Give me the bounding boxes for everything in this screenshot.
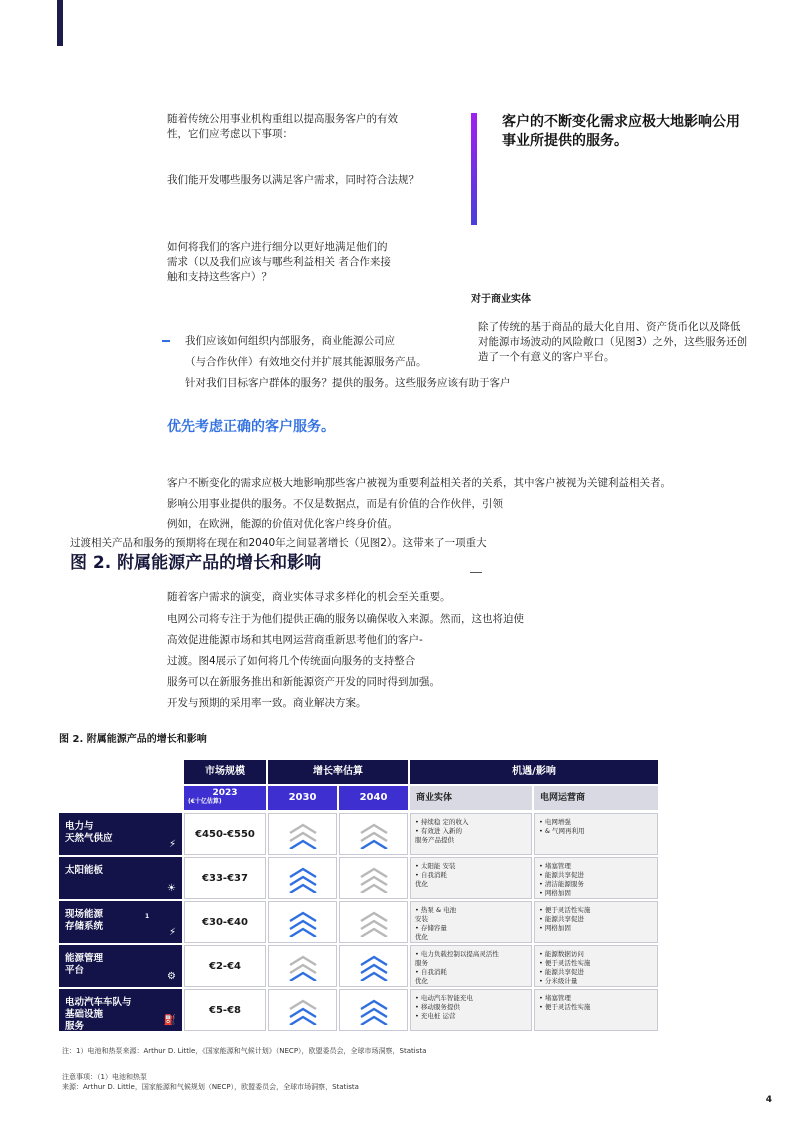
para1-line2: 影响公用事业提供的服务。不仅是数据点，而是有价值的合作伙伴，引领 bbox=[167, 498, 503, 510]
business-impact: • 电动汽车智能充电 • 移动服务提供 • 充电桩 运营 bbox=[410, 989, 532, 1031]
right-heading: 对于商业实体 bbox=[471, 294, 531, 305]
market-size-value: €33-€37 bbox=[184, 857, 266, 899]
growth-2030-chevrons bbox=[288, 819, 318, 849]
row-label-text: 现场能源 存储系统 bbox=[65, 909, 104, 932]
growth-2040-chevrons-cell bbox=[339, 989, 408, 1031]
figure-title-large: 图 2. 附属能源产品的增长和影响 bbox=[70, 553, 322, 573]
row-label-text: 太阳能板 bbox=[65, 865, 104, 876]
para2-line2: 电网公司将专注于为他们提供正确的服务以确保收入来源。然而，这也将迫使 bbox=[167, 613, 524, 625]
grid-impact: • 堵塞管理 • 能源共享促进 • 清洁能源服务 • 网格加固 bbox=[534, 857, 658, 899]
figure-title-small: 图 2. 附属能源产品的增长和影响 bbox=[59, 734, 207, 745]
page-number: 4 bbox=[765, 1095, 772, 1105]
question-2: 如何将我们的客户进行细分以更好地满足他们的需求（以及我们应该与哪些利益相关 者合作来接触和支持这些客户）？ bbox=[167, 241, 391, 283]
market-size-value: €2-€4 bbox=[184, 945, 266, 987]
pull-quote-bar bbox=[471, 113, 477, 225]
divider-dash bbox=[470, 572, 482, 573]
grid-impact: • 堵塞管理 • 便于灵活性实施 bbox=[534, 989, 658, 1031]
intro-text: 随着传统公用事业机构重组以提高服务客户的有效性，它们应考虑以下事项： bbox=[167, 113, 398, 140]
row-label bbox=[59, 945, 182, 987]
right-body: 除了传统的基于商品的最大化自用、资产货币化以及降低对能源市场波动的风险敞口（见图3）之外，这些服务还创造了一个有意义的客户平台。 bbox=[478, 321, 748, 363]
header-2023-year: 2023 bbox=[212, 788, 238, 798]
ev-charger-icon: ⛽ bbox=[163, 1015, 176, 1026]
chevron-mark bbox=[361, 973, 387, 981]
grid-impact: • 能源数据访问 • 便于灵活性实施 • 能源共享促进 • 分米级计量 bbox=[534, 945, 658, 987]
grid-impact: • 便于灵活性实施 • 能源共享促进 • 网格加固 bbox=[534, 901, 658, 943]
row-label-text: 电力与 天然气供应 bbox=[65, 821, 113, 844]
chevron-mark bbox=[290, 885, 316, 893]
header-business: 商业实体 bbox=[410, 786, 532, 810]
para1-line1: 客户不断变化的需求应极大地影响那些客户被视为重要利益相关者的关系，其中客户被视为关键利益相关者。 bbox=[167, 477, 671, 489]
question-3a: 我们应该如何组织内部服务，商业能源公司应 bbox=[185, 335, 395, 347]
growth-2030-chevrons-cell bbox=[268, 945, 337, 987]
grid-impact: • 电网增强 • & 气网再利用 bbox=[534, 813, 658, 855]
footnote-1: 注意事项：（1）电池和热泵 bbox=[62, 1073, 147, 1081]
header-growth: 增长率估算 bbox=[268, 760, 408, 784]
growth-2040-chevrons-cell bbox=[339, 813, 408, 855]
market-size-value: €450-€550 bbox=[184, 813, 266, 855]
row-label bbox=[59, 901, 182, 943]
business-impact: • 太阳能 安装 • 自我消耗 优化 bbox=[410, 857, 532, 899]
growth-2040-chevrons-cell bbox=[339, 857, 408, 899]
footnote-marker: 1 bbox=[145, 913, 150, 920]
growth-2030-chevrons bbox=[288, 907, 318, 937]
chevron-mark bbox=[290, 841, 316, 849]
question-3b: （与合作伙伴）有效地交付并扩展其能源服务产品。 bbox=[185, 356, 427, 368]
pull-quote: 客户的不断变化需求应极大地影响公用事业所提供的服务。 bbox=[502, 114, 740, 149]
header-market: 市场规模 bbox=[184, 760, 266, 784]
solar-panel-icon: ☀ bbox=[167, 883, 176, 894]
gear-icon: ⚙ bbox=[167, 971, 176, 982]
market-size-value: €30-€40 bbox=[184, 901, 266, 943]
growth-2030-chevrons-cell bbox=[268, 813, 337, 855]
growth-2040-chevrons bbox=[359, 951, 389, 981]
row-label-text: 能源管理 平台 bbox=[65, 953, 104, 976]
growth-2030-chevrons bbox=[288, 951, 318, 981]
question-3c: 针对我们目标客户群体的服务？提供的服务。这些服务应该有助于客户 bbox=[185, 377, 511, 389]
growth-2030-chevrons-cell bbox=[268, 989, 337, 1031]
chevron-mark bbox=[290, 1017, 316, 1025]
business-impact: • 热泵 & 电池 安装 • 存储容量 优化 bbox=[410, 901, 532, 943]
growth-2040-chevrons bbox=[359, 995, 389, 1025]
para1-line3: 例如，在欧洲，能源的价值对优化客户终身价值。 bbox=[167, 518, 398, 530]
battery-icon: ⚡ bbox=[168, 927, 176, 938]
question-1: 我们能开发哪些服务以满足客户需求，同时符合法规？ bbox=[167, 174, 419, 186]
market-size-value: €5-€8 bbox=[184, 989, 266, 1031]
chevron-mark bbox=[361, 1017, 387, 1025]
row-label bbox=[59, 857, 182, 899]
para2-line6: 开发与预期的采用率一致。商业解决方案。 bbox=[167, 697, 367, 709]
header-2023 bbox=[184, 786, 266, 810]
growth-2030-chevrons bbox=[288, 863, 318, 893]
row-label-text: 电动汽车车队与 基础设施 服务 bbox=[65, 997, 132, 1032]
footnote-source: 来源：Arthur D. Little，国家能源和气候规划（NECP），欧盟委员会，全球市场洞察，Statista bbox=[62, 1083, 359, 1091]
header-2040: 2040 bbox=[339, 786, 408, 810]
plug-icon: ⚡ bbox=[168, 839, 176, 850]
growth-2040-chevrons bbox=[359, 863, 389, 893]
chevron-mark bbox=[361, 841, 387, 849]
para2-line4: 过渡。图4展示了如何将几个传统面向服务的支持整合 bbox=[167, 655, 416, 667]
bullet-dash bbox=[162, 340, 170, 342]
growth-2030-chevrons-cell bbox=[268, 857, 337, 899]
section-title: 优先考虑正确的客户服务。 bbox=[167, 419, 335, 435]
growth-2040-chevrons-cell bbox=[339, 945, 408, 987]
growth-2030-chevrons bbox=[288, 995, 318, 1025]
table-note: 注：1）电池和热泵来源：Arthur D. Little，《国家能源和气候计划》（NECP），欧盟委员会，全球市场洞察，Statista bbox=[62, 1047, 427, 1055]
para2-line3: 高效促进能源市场和其电网运营商重新思考他们的客户- bbox=[167, 634, 423, 646]
chevron-mark bbox=[361, 929, 387, 937]
para1-line4: 过渡相关产品和服务的预期将在现在和2040年之间显著增长（见图2）。这带来了一项重大 bbox=[70, 537, 487, 549]
header-opportunity: 机遇/影响 bbox=[410, 760, 658, 784]
chevron-mark bbox=[290, 929, 316, 937]
header-2023-unit: (€十亿估算) bbox=[188, 798, 222, 805]
row-label bbox=[59, 813, 182, 855]
growth-2040-chevrons bbox=[359, 907, 389, 937]
para2-line5: 服务可以在新服务推出和新能源资产开发的同时得到加强。 bbox=[167, 676, 440, 688]
top-accent-bar bbox=[57, 0, 63, 46]
header-grid: 电网运营商 bbox=[534, 786, 658, 810]
chevron-mark bbox=[361, 885, 387, 893]
row-label bbox=[59, 989, 182, 1031]
business-impact: • 持续稳 定的收入 • 有效进 入新的 服务产品提供 bbox=[410, 813, 532, 855]
header-2030: 2030 bbox=[268, 786, 337, 810]
para2-line1: 随着客户需求的演变，商业实体寻求多样化的机会至关重要。 bbox=[167, 591, 451, 603]
business-impact: • 电力负载控制以提高灵活性 服务 • 自我消耗 优化 bbox=[410, 945, 532, 987]
chevron-mark bbox=[290, 973, 316, 981]
growth-2040-chevrons bbox=[359, 819, 389, 849]
growth-2040-chevrons-cell bbox=[339, 901, 408, 943]
growth-2030-chevrons-cell bbox=[268, 901, 337, 943]
